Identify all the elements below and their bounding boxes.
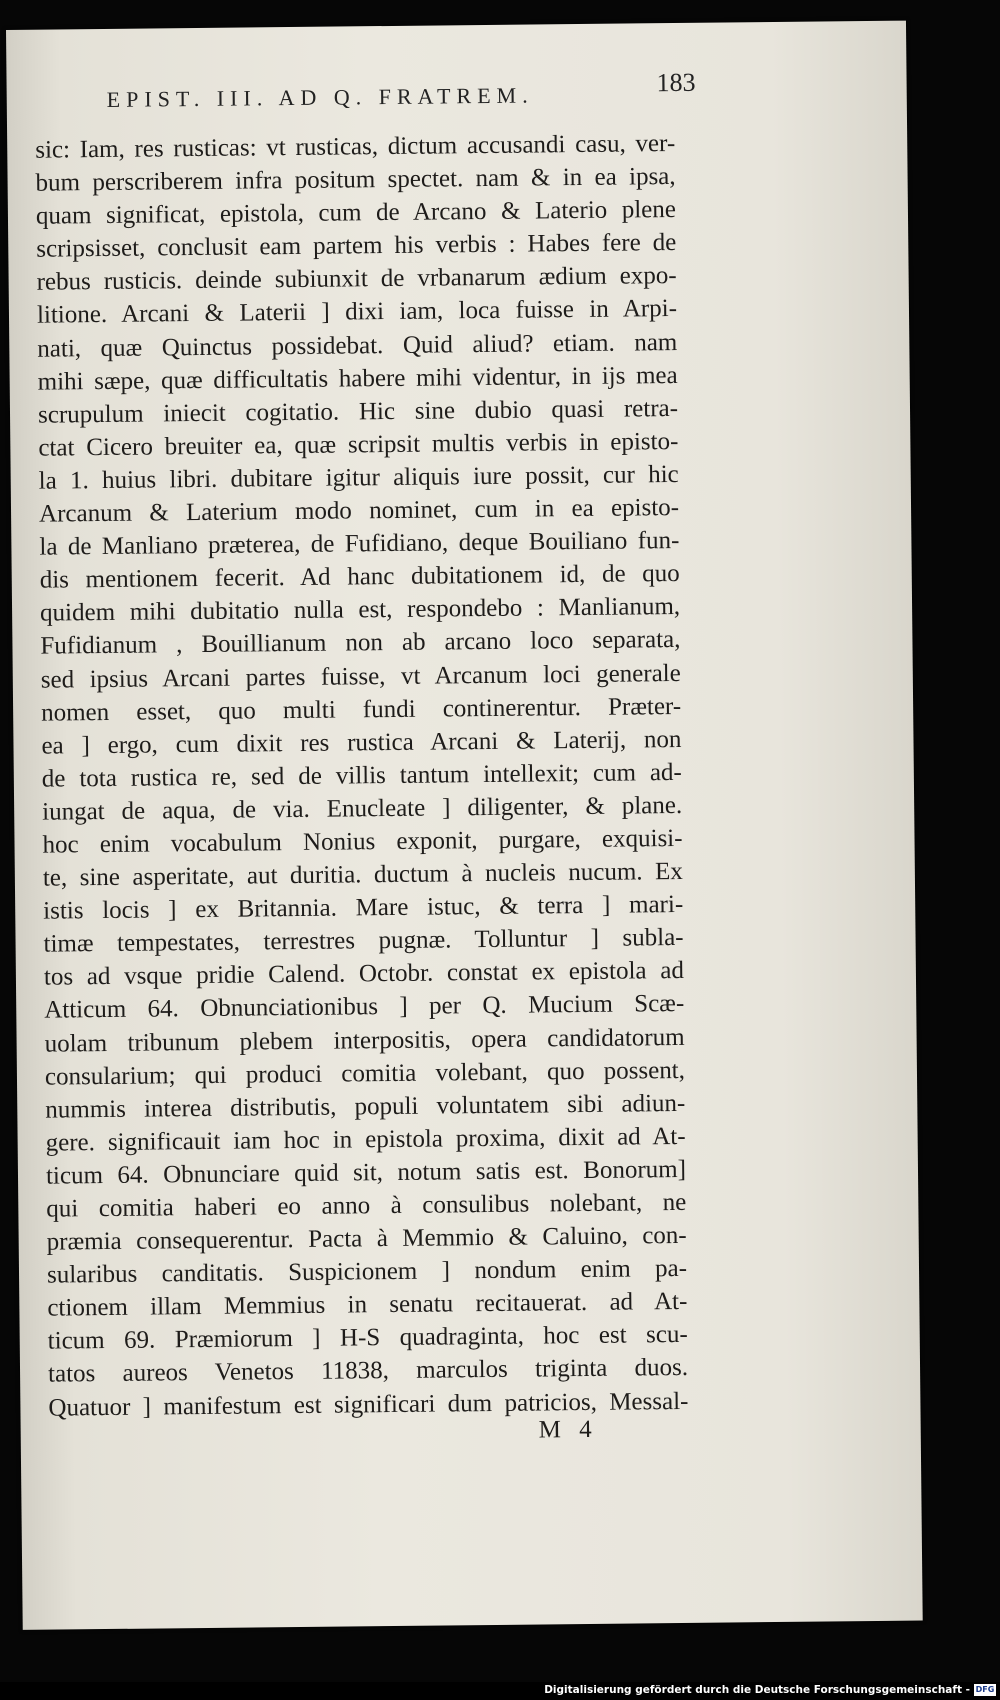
text-line: ctat Cicero breuiter ea, quæ scripsit multis verbis in episto- [38,427,679,462]
text-line: bum perscriberem infra positum spectet. nam & in ea ipsa, [35,163,676,197]
text-line: consularium; qui produci comitia volebant, quo possent, [44,1056,686,1091]
text-line: litione. Arcani & Laterii ] dixi iam, loca fuisse in Arpi- [36,295,678,330]
dfg-logo: DFG [975,1685,995,1694]
text-line: tatos aureos Venetos 11838, marculos triginta duos. [47,1354,689,1389]
text-line: ticum 64. Obnunciare quid sit, notum satis est. Bonorum] [45,1155,687,1190]
text-line: quidem mihi dubitatio nulla est, respondebo : Manlianum, [39,593,681,627]
body-text [35,127,688,1424]
text-line: te, sine asperitate, aut duritia. ductum à nucleis nucum. Ex [42,858,683,892]
text-line: sularibus canditatis. Suspicionem ] nondum enim pa- [46,1255,688,1289]
text-line: qui comitia haberi eo anno à consulibus nolebant, ne [46,1188,687,1223]
text-line: la 1. huius libri. dubitare igitur aliquis iure possit, cur hic [38,460,679,495]
page-number: 183 [656,67,696,98]
text-line: scrupulum iniecit cogitatio. Hic sine dubio quasi retra- [37,394,679,429]
text-line: uolam tribunum plebem interpositis, opera candidatorum [44,1023,685,1058]
text-line: quam significat, epistola, cum de Arcano & Laterio plene [35,196,677,230]
text-line: timæ tempestates, terrestres pugnæ. Tolluntur ] subla- [43,924,684,958]
text-line: Fufidianum , Bouillianum non ab arcano loco separata, [40,626,681,661]
text-line: præmia consequerentur. Pacta à Memmio & Caluino, con- [46,1222,687,1256]
running-header: EPIST. III. AD Q. FRATREM. [106,82,534,112]
signature-mark: M 4 [538,1415,592,1444]
text-line: de tota rustica re, sed de villis tantum intellexit; cum ad- [41,758,682,793]
funding-credit: Digitalisierung gefördert durch die Deutsche Forschungsgemeinschaft - [544,1684,970,1696]
text-line: tos ad vsque pridie Calend. Octobr. constat ex epistola ad [43,957,685,991]
text-line: Atticum 64. Obnunciationibus ] per Q. Mucium Scæ- [44,990,685,1025]
text-line: dis mentionem fecerit. Ad hanc dubitationem id, de quo [39,560,680,594]
text-line: sed ipsius Arcani partes fuisse, vt Arcanum loci generale [40,659,681,694]
text-line: sic: Iam, res rusticas: vt rusticas, dictum accusandi casu, ver- [35,129,676,164]
text-line: nummis interea distributis, populi voluntatem sibi adiun- [45,1089,686,1124]
text-line: hoc enim vocabulum Nonius exponit, purgare, exquisi- [42,824,683,859]
text-line: Arcanum & Laterium modo nominet, cum in ea episto- [38,494,680,528]
text-line: iungat de aqua, de via. Enucleate ] diligenter, & plane. [42,791,683,826]
text-line: scripsisset, conclusit eam partem his verbis : Habes fere de [36,229,677,263]
text-line: Quatuor ] manifestum est significari dum patricios, Messal- [48,1387,689,1422]
text-line: ctionem illam Memmius in senatu recitauerat. ad At- [47,1288,688,1322]
book-page [6,21,923,1630]
text-line: istis locis ] ex Britannia. Mare istuc, & terra ] mari- [43,891,684,925]
text-line: la de Manliano præterea, de Fufidiano, deque Bouiliano fun- [39,527,680,561]
text-line: gere. significauit iam hoc in epistola proxima, dixit ad At- [45,1122,686,1157]
text-line: ea ] ergo, cum dixit res rustica Arcani & Laterij, non [41,725,682,760]
text-line: nati, quæ Quinctus possidebat. Quid aliud? etiam. nam [37,328,678,363]
text-line: ticum 69. Præmiorum ] H-S quadraginta, hoc est scu- [47,1321,688,1356]
text-line: nomen esset, quo multi fundi continerentur. Præter- [41,692,682,727]
text-line: mihi sæpe, quæ difficultatis habere mihi videntur, in ijs mea [37,361,678,396]
text-line: rebus rusticis. deinde subiunxit de vrbanarum ædium expo- [36,262,677,297]
